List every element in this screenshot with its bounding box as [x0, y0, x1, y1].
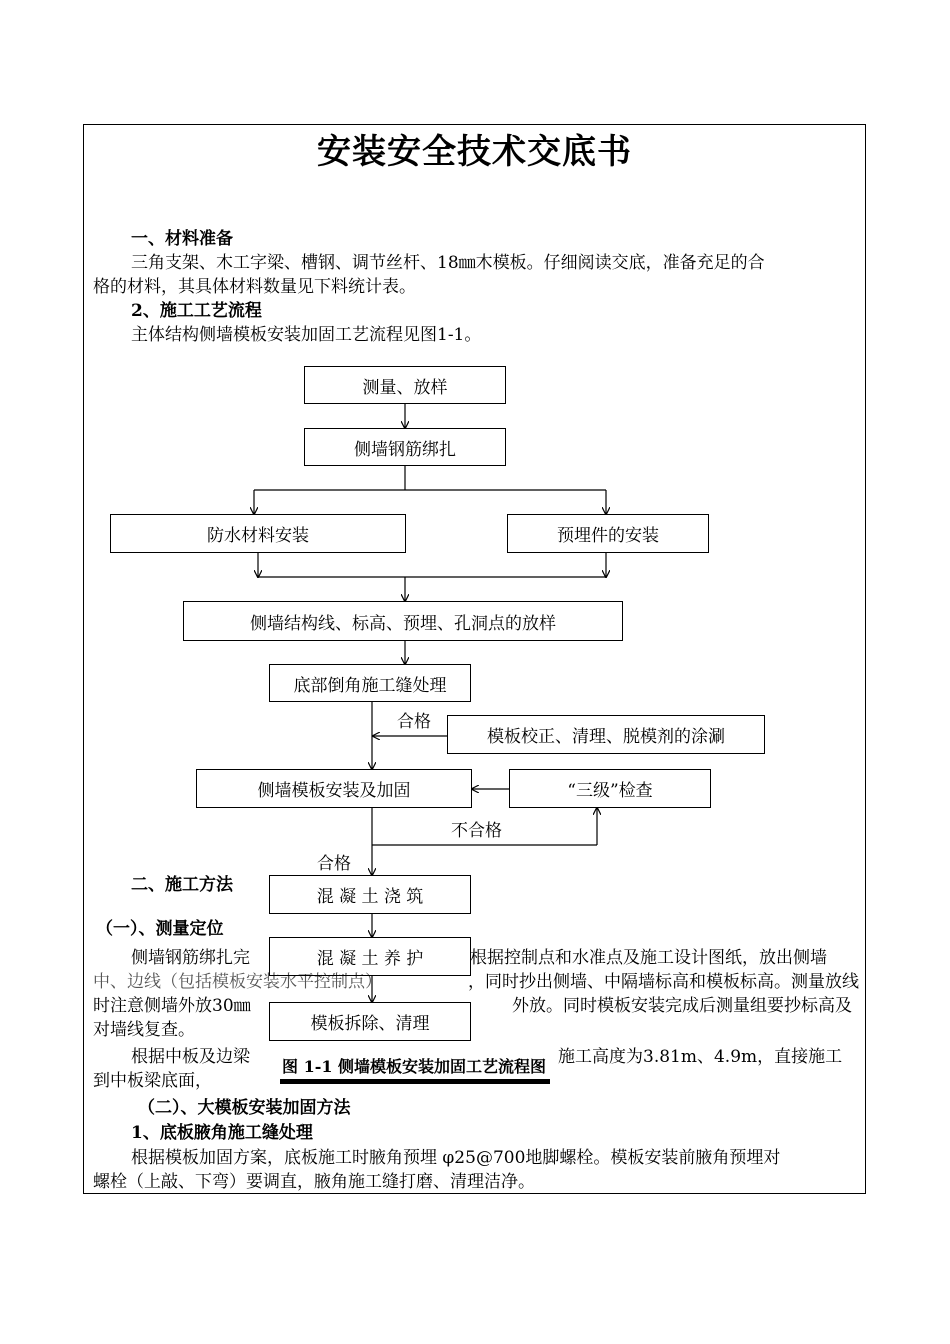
flow-step-embedded-parts-label: 预埋件的安装	[557, 526, 659, 546]
subheading-survey: （一）、测量定位	[96, 919, 224, 939]
survey-text-line3b: 外放。同时模板安装完成后测量组要抄标高及	[512, 996, 852, 1016]
flow-step-rebar-label: 侧墙钢筋绑扎	[354, 439, 456, 460]
subheading-formwork: （二）、大模板安装加固方法	[138, 1098, 351, 1118]
survey-text-line4: 对墙线复查。	[93, 1020, 195, 1040]
flow-step-formwork-install-label: 侧墙模板安装及加固	[257, 781, 411, 801]
materials-text-line2: 格的材料，其具体材料数量见下料统计表。	[93, 277, 416, 297]
flow-step-embedded-parts	[507, 514, 709, 553]
slab-text-line2: 到中板梁底面，	[93, 1071, 212, 1091]
document-title: 安装安全技术交底书	[317, 132, 632, 172]
figure-caption: 图 1-1 侧墙模板安装加固工艺流程图	[282, 1057, 547, 1076]
haunch-text-line2: 螺栓（上敲、下弯）要调直，腋角施工缝打磨、清理洁净。	[93, 1172, 535, 1192]
materials-text-line1: 三角支架、木工字梁、槽钢、调节丝杆、18㎜木模板。仔细阅读交底，准备充足的合	[131, 253, 765, 273]
flow-step-concrete-pour-label: 混 凝 土 浇 筑	[316, 887, 424, 907]
survey-text-line2b: ，同时抄出侧墙、中隔墙标高和模板标高。测量放线	[468, 972, 859, 992]
caption-underline	[280, 1079, 550, 1084]
flow-step-survey-label: 测量、放样	[362, 377, 448, 398]
flow-step-layout-label: 侧墙结构线、标高、预埋、孔洞点的放样	[250, 613, 556, 634]
flow-step-inspection-label: “三级”检查	[567, 781, 653, 801]
flow-step-inspection	[509, 769, 711, 808]
flow-step-haunch	[269, 664, 471, 702]
flow-step-rebar	[304, 428, 506, 466]
section-heading-method: 二、施工方法	[131, 875, 233, 895]
slab-text-line1b: 施工高度为3.81m、4.9m，直接施工	[558, 1047, 843, 1067]
flow-step-removal-label: 模板拆除、清理	[310, 1014, 430, 1034]
flow-step-concrete-pour	[269, 875, 471, 914]
flow-label-pass-2: 合格	[317, 854, 351, 874]
survey-text-line1a: 侧墙钢筋绑扎完	[131, 948, 250, 968]
flow-label-pass-1: 合格	[397, 712, 431, 732]
flow-step-layout	[183, 601, 623, 641]
flow-label-fail: 不合格	[451, 821, 502, 841]
flow-step-formwork-install	[196, 769, 472, 808]
flow-step-curing	[269, 937, 471, 976]
flow-step-removal	[269, 1002, 471, 1041]
survey-text-line2a: 中、边线（包括模板安装水平控制点）	[93, 972, 382, 992]
haunch-text-line1: 根据模板加固方案，底板施工时腋角预埋 φ25@700地脚螺栓。模板安装前腋角预埋对	[131, 1148, 781, 1168]
survey-text-line3a: 时注意侧墙外放30㎜	[93, 996, 251, 1016]
slab-text-line1a: 根据中板及边梁	[131, 1047, 250, 1067]
flow-step-waterproofing-label: 防水材料安装	[207, 526, 309, 546]
flow-step-curing-label: 混 凝 土 养 护	[316, 949, 424, 969]
subheading-haunch: 1、底板腋角施工缝处理	[131, 1123, 313, 1143]
flow-step-haunch-label: 底部倒角施工缝处理	[293, 675, 447, 696]
survey-text-line1b: 根据控制点和水准点及施工设计图纸，放出侧墙	[470, 948, 827, 968]
flow-step-formwork-prep	[447, 715, 765, 754]
flow-step-survey	[304, 366, 506, 404]
section-heading-materials: 一、材料准备	[131, 229, 233, 249]
section-heading-process: 2、施工工艺流程	[131, 301, 262, 321]
flow-step-waterproofing	[110, 514, 406, 553]
flow-step-formwork-prep-label: 模板校正、清理、脱模剂的涂涮	[487, 727, 725, 747]
process-intro-text: 主体结构侧墙模板安装加固工艺流程见图1-1。	[131, 325, 482, 345]
